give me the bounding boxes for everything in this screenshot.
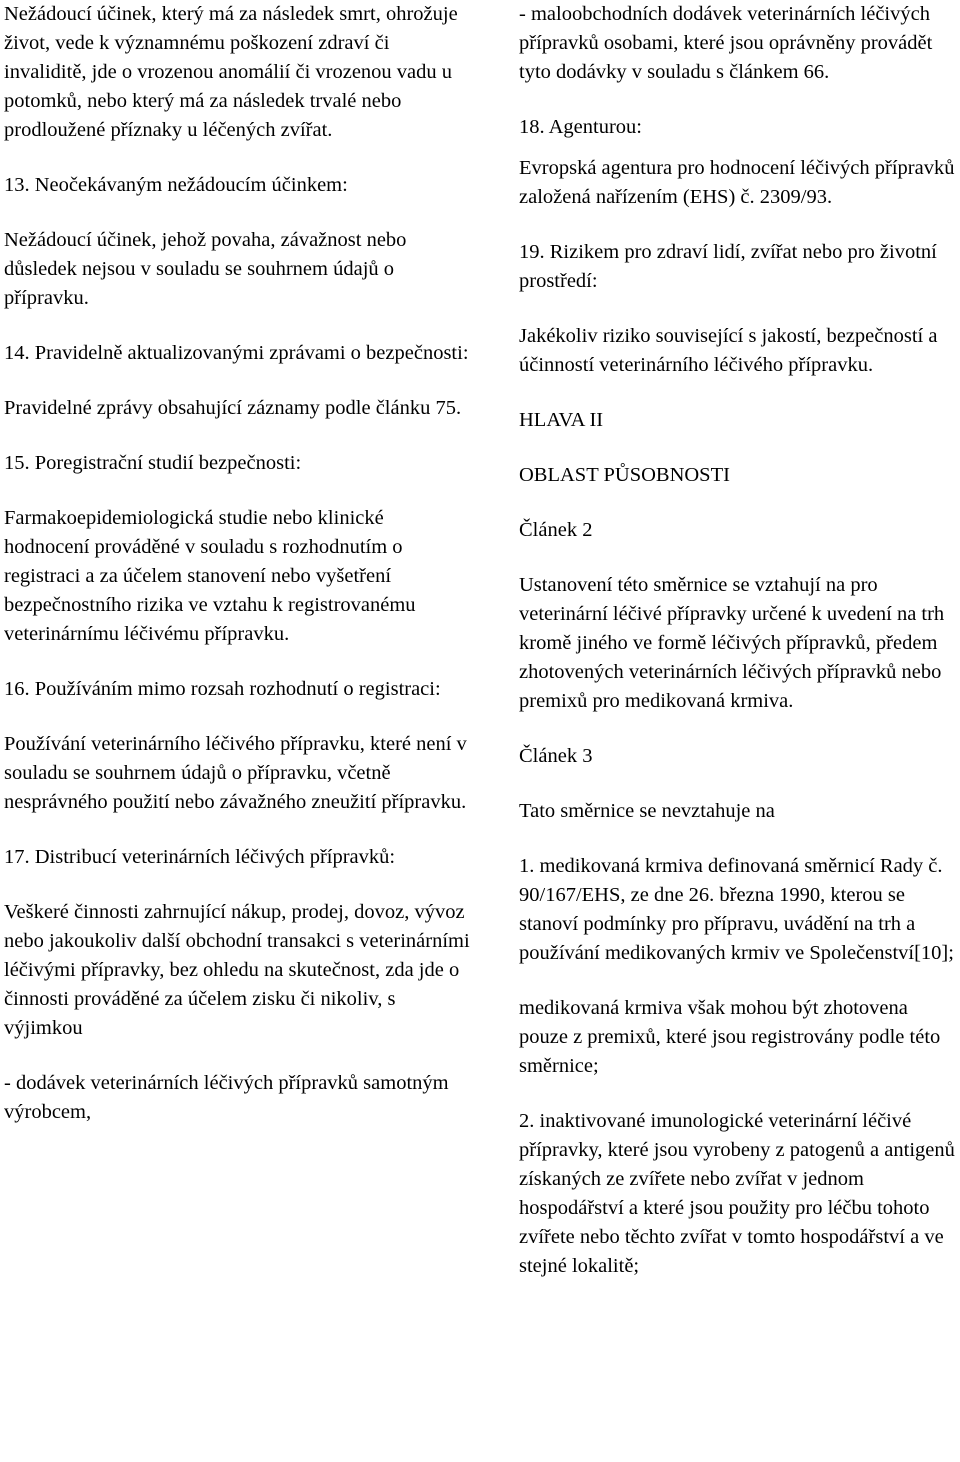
- article-2-text: Ustanovení této směrnice se vztahují na pro veterinární léčivé přípravky určené k uvedení na trh kromě jiného ve formě léčivých přípravků, předem zhotovených veterinárních léčivých přípravků nebo premixů pro medikovaná krmiva.: [519, 574, 945, 712]
- heading-18: 18. Agenturou:: [519, 116, 642, 138]
- article-3-item-1: 1. medikovaná krmiva definovaná směrnicí Rady č. 90/167/EHS, ze dne 26. března 1990, kterou se stanoví podmínky pro přípravu, uvádění na trh a používání medikovaných krmiv ve Společenství[10];: [519, 855, 954, 964]
- right-column: [519, 0, 960, 1307]
- definition-17-text: Veškeré činnosti zahrnující nákup, prodej, dovoz, vývoz nebo jakoukoliv další obchodní transakci s veterinárními léčivými přípravky, bez ohledu na skutečnost, zda jde o činnosti prováděné za účelem zisku či nikoliv, s výjimkou: [4, 901, 470, 1039]
- heading-15: 15. Poregistrační studií bezpečnosti:: [4, 452, 302, 474]
- heading-17: 17. Distribucí veterinárních léčivých přípravků:: [4, 846, 396, 868]
- definition-16-text: Používání veterinárního léčivého přípravku, které není v souladu se souhrnem údajů o přípravku, včetně nesprávného použití nebo závažného zneužití přípravku.: [4, 733, 467, 813]
- heading-14: 14. Pravidelně aktualizovanými zprávami o bezpečnosti:: [4, 342, 469, 364]
- article-3-item-2: 2. inaktivované imunologické veterinární léčivé přípravky, které jsou vyrobeny z patogenů a antigenů získaných ze zvířete nebo zvířat v jednom hospodářství a které jsou použity pro léčbu tohoto zvířete nebo těchto zvířat v tomto hospodářství a ve stejné lokalitě;: [519, 1110, 955, 1277]
- heading-16: 16. Používáním mimo rozsah rozhodnutí o registraci:: [4, 678, 441, 700]
- section-heading: OBLAST PŮSOBNOSTI: [519, 464, 730, 486]
- left-column: [4, 0, 474, 1153]
- article-3-intro: Tato směrnice se nevztahuje na: [519, 800, 775, 822]
- definition-12-text: Nežádoucí účinek, který má za následek smrt, ohrožuje život, vede k významnému poškození zdraví či invaliditě, jde o vrozenou anomálií či vrozenou vadu u potomků, nebo který má za následek trvalé nebo prodloužené příznaky u léčených zvířat.: [4, 3, 458, 141]
- exception-item-1: - dodávek veterinárních léčivých přípravků samotným výrobcem,: [4, 1072, 449, 1123]
- article-3-item-1-note: medikovaná krmiva však mohou být zhotovena pouze z premixů, které jsou registrovány podle této směrnice;: [519, 997, 941, 1077]
- article-3-heading: Článek 3: [519, 745, 593, 767]
- article-2-heading: Článek 2: [519, 519, 593, 541]
- heading-13: 13. Neočekávaným nežádoucím účinkem:: [4, 174, 348, 196]
- exception-item-2: - maloobchodních dodávek veterinárních léčivých přípravků osobami, které jsou oprávněny provádět tyto dodávky v souladu s článkem 66.: [519, 3, 933, 83]
- definition-18-text: Evropská agentura pro hodnocení léčivých přípravků založená nařízením (EHS) č. 2309/93.: [519, 157, 955, 208]
- definition-14-text: Pravidelné zprávy obsahující záznamy podle článku 75.: [4, 397, 462, 419]
- title-heading: HLAVA II: [519, 409, 604, 431]
- definition-19-text: Jakékoliv riziko související s jakostí, bezpečností a účinností veterinárního léčivého přípravku.: [519, 325, 938, 376]
- heading-19: 19. Rizikem pro zdraví lidí, zvířat nebo pro životní prostředí:: [519, 241, 937, 292]
- definition-13-text: Nežádoucí účinek, jehož povaha, závažnost nebo důsledek nejsou v souladu se souhrnem údajů o přípravku.: [4, 229, 407, 309]
- definition-15-text: Farmakoepidemiologická studie nebo klinické hodnocení prováděné v souladu s rozhodnutím o registraci a za účelem stanovení nebo vyšetření bezpečnostního rizika ve vztahu k registrovanému veterinárnímu léčivému přípravku.: [4, 507, 416, 645]
